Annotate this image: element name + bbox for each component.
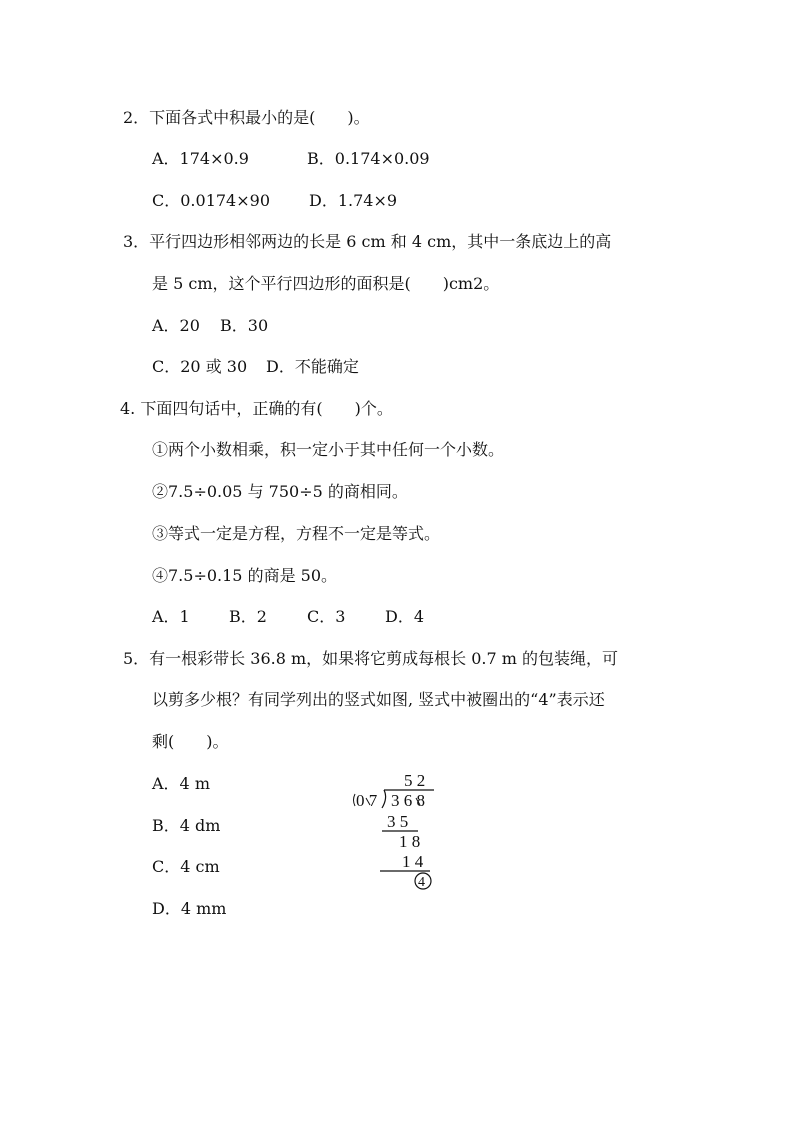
q3-option-c: C．20 或 30	[152, 357, 248, 376]
division-dividend: 3 6 8	[391, 791, 425, 810]
q5-option-a: A．4 m	[152, 774, 210, 793]
q4-statement-3: ③等式一定是方程，方程不一定是等式。	[152, 524, 441, 543]
division-bracket-curve	[382, 790, 386, 808]
q3-option-a: A．20	[152, 316, 200, 335]
q4-statement-4: ④7.5÷0.15 的商是 50。	[152, 566, 338, 585]
division-remainder: 4	[418, 875, 425, 890]
q5-stem-line1: 5．有一根彩带长 36.8 m，如果将它剪成每根长 0.7 m 的包装绳，可	[123, 649, 619, 668]
q4-option-d: D．4	[385, 607, 425, 626]
q3-option-d: D．不能确定	[266, 357, 359, 376]
q5-stem-line3: 剩( )。	[152, 732, 229, 751]
division-step1: 3 5	[387, 812, 409, 831]
long-division-svg	[346, 772, 446, 897]
q2-option-c: C．0.0174×90	[152, 191, 270, 210]
division-step2: 1 8	[399, 832, 421, 851]
q4-statement-2: ②7.5÷0.05 与 750÷5 的商相同。	[152, 482, 408, 501]
division-quotient: 5 2	[404, 771, 426, 790]
divisor-shift-mark	[354, 794, 356, 806]
q4-statement-1: ①两个小数相乘，积一定小于其中任何一个小数。	[152, 440, 505, 459]
q2-option-d: D．1.74×9	[309, 191, 398, 210]
q5-option-b: B．4 dm	[152, 816, 221, 835]
q3-stem-line1: 3．平行四边形相邻两边的长是 6 cm 和 4 cm，其中一条底边上的高	[123, 232, 612, 251]
q3-stem-line2: 是 5 cm，这个平行四边形的面积是( )cm2。	[152, 274, 500, 293]
q5-option-c: C．4 cm	[152, 857, 220, 876]
q5-stem-line2: 以剪多少根？有同学列出的竖式如图, 竖式中被圈出的“4”表示还	[152, 690, 605, 709]
long-division-figure	[346, 772, 446, 897]
q5-option-d: D．4 mm	[152, 899, 227, 918]
q2-option-b: B．0.174×0.09	[307, 149, 430, 168]
q4-stem: 4. 下面四句话中，正确的有( )个。	[120, 399, 393, 418]
division-divisor: 0 7	[356, 791, 378, 810]
q4-option-c: C．3	[307, 607, 346, 626]
q4-option-b: B．2	[229, 607, 267, 626]
q2-stem: 2．下面各式中积最小的是( )。	[123, 108, 370, 127]
q2-option-a: A．174×0.9	[152, 149, 249, 168]
q4-option-a: A．1	[152, 607, 190, 626]
q3-option-b: B．30	[220, 316, 269, 335]
division-step3: 1 4	[402, 852, 424, 871]
